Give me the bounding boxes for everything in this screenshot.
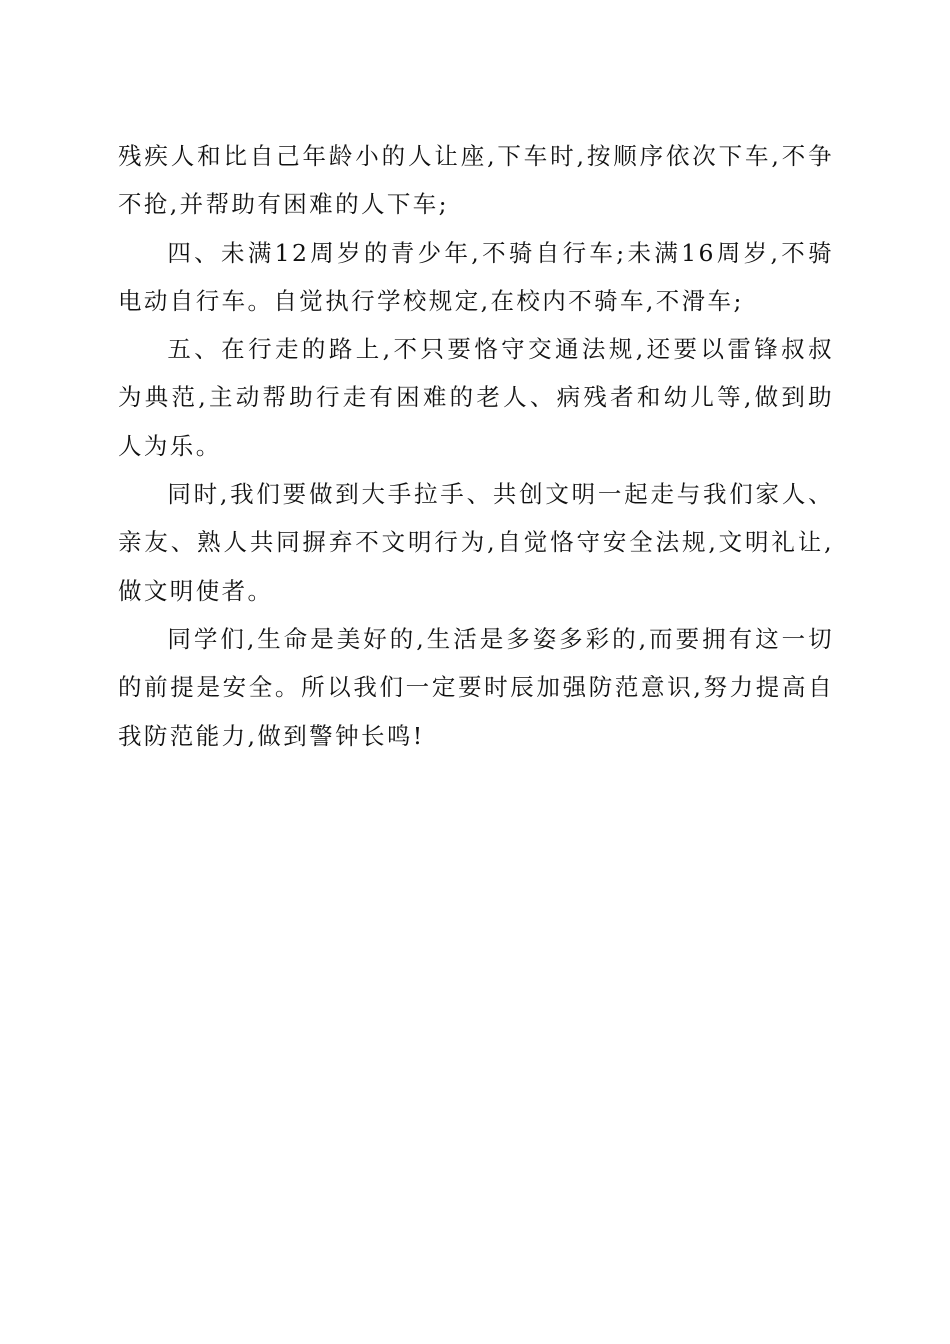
paragraph-continuation: 残疾人和比自己年龄小的人让座,下车时,按顺序依次下车,不争不抢,并帮助有困难的人下车;: [118, 142, 834, 219]
paragraph-conclusion: 同学们,生命是美好的,生活是多姿多彩的,而要拥有这一切的前提是安全。所以我们一定要时辰加强防范意识,努力提高自我防范能力,做到警钟长鸣!: [118, 624, 834, 750]
paragraph-item-four: 四、未满12周岁的青少年,不骑自行车;未满16周岁,不骑电动自行车。自觉执行学校规定,在校内不骑车,不滑车;: [118, 238, 834, 315]
document-body: [118, 132, 834, 760]
paragraph-item-five: 五、在行走的路上,不只要恪守交通法规,还要以雷锋叔叔为典范,主动帮助行走有困难的老人、病残者和幼儿等,做到助人为乐。: [118, 335, 834, 460]
paragraph-civility: 同时,我们要做到大手拉手、共创文明一起走与我们家人、亲友、熟人共同摒弃不文明行为,自觉恪守安全法规,文明礼让,做文明使者。: [118, 480, 834, 605]
